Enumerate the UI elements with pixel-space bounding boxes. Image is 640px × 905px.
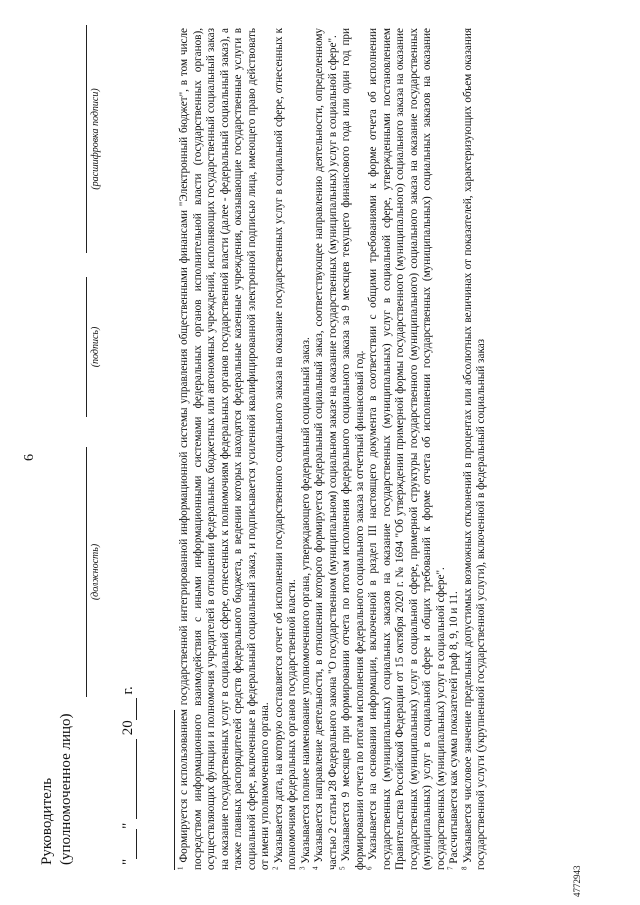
footnote-text: Указывается дата, на которую составляется отчет об исполнении государственного социального заказа на оказание государственных услуг в социальной сфере, отнесенных к полномочиям федеральных органов государственной власти. — [272, 27, 298, 870]
footnote-mark: 2 — [270, 866, 279, 870]
date-year-suffix: г. — [120, 686, 136, 695]
footnotes — [178, 28, 489, 870]
footnote-text: Указывается на основании информации, включенной в раздел III настоящего документа в соответствии с общими требованиями к форме отчета об исполнении государственных (муниципальных) социальных заказов на оказание государственных (муниципальных) услуг в социальной сфере, утвержденными постановлением Правительства Российской Федерации от 15 октября 2020 г. № 1694 "Об утверждении примерной формы государственного (муниципального) социального заказа на оказание государственных (муниципальных) услуг в социальной сфере, примерной структуры государственного (муниципального) социального заказа на оказание государственных (муниципальных) услуг в социальной сфере и общих требований к форме отчета об исполнении государственных (муниципальных) социальных заказов на оказание государственных (муниципальных) услуг в социальной сфере". — [367, 27, 447, 870]
footnote-text: Указывается полное наименование уполномоченного органа, утверждающего федеральный социальный заказ. — [299, 337, 312, 864]
date-quote-close: " — [120, 822, 136, 829]
footnote-text: Указывается числовое значение предельных допустимых возможных отклонений в процентах или абсолютных величинах от показателей, характеризующих объем оказания государственной услуги (укрупненной государственной услуги), включенной в федеральный социальный заказ — [461, 28, 487, 870]
footnote-text: Указывается направление деятельности, в отношении которого формируется федеральный социальный заказ, соответствующее направлению деятельности, определенному частью 2 статьи 28 Федерального закона "О государственном (муниципальном) социальном заказе на оказание государственных (муниципальных) услуг в социальной сфере". — [313, 28, 339, 870]
footnote-mark: 4 — [311, 866, 320, 870]
footnote — [340, 28, 367, 870]
signature-caption: (подпись) — [90, 326, 101, 368]
footnote — [297, 28, 314, 870]
footnote-mark: 8 — [459, 866, 468, 870]
date-month-blank — [122, 739, 137, 819]
decoding-line — [72, 25, 87, 253]
date-day-blank — [122, 829, 137, 859]
footnote-separator — [174, 710, 175, 870]
position-line — [72, 447, 87, 697]
footnote-mark: 6 — [365, 866, 374, 870]
signer-title-line1: Руководитель — [39, 777, 55, 865]
footnote-mark: 3 — [297, 866, 306, 870]
footnote-mark: 5 — [338, 866, 347, 870]
footnote-text: Рассчитывается как сумма показателей граф 8, 9, 10 и 11. — [448, 591, 460, 864]
signature-date — [120, 686, 137, 865]
signature-lines-row — [38, 25, 101, 865]
signature-block — [38, 25, 101, 865]
document-code: 4772943 — [572, 865, 582, 897]
footnote-mark: 1 — [176, 866, 185, 870]
footnote — [448, 28, 462, 870]
footnote — [367, 28, 448, 870]
signer-title-line2: (уполномоченное лицо) — [58, 713, 74, 865]
footnote — [459, 28, 489, 870]
footnote — [178, 28, 273, 870]
position-caption: (должность) — [90, 543, 101, 601]
footnote-text: Указывается 9 месяцев при формировании отчета по итогам исполнения федерального социального заказа за 9 месяцев текущего финансового года или один год при формировании отчета по итогам исполнения федерального социального заказа за отчетный финансовый год. — [340, 27, 366, 870]
signature-line — [72, 277, 87, 417]
date-year-prefix: 20 — [120, 720, 136, 736]
footnote-mark: 7 — [446, 866, 455, 870]
footnote — [270, 27, 300, 870]
date-quote-open: " — [120, 858, 136, 865]
decoding-caption: (расшифровка подписи) — [90, 88, 101, 190]
date-year-blank — [122, 698, 137, 720]
footnote-text: Формируется с использованием государственной интегрированной информационной системы управления общественными финансами "Электронный бюджет", в том числе посредством информационного взаимодействия с иными информационными системами федеральных органов исполнительной власти (государственных органов), осуществляющих функции и полномочия учредителей в отношении федеральных бюджетных или автономных учреждений, исполняющих государственный социальный заказ на оказание государственных услуг в социальной сфере, отнесенных к полномочиям федеральных органов государственной власти (далее - федеральный социальный заказ), а также главных распорядителей средств федерального бюджета, в ведении которых находятся федеральные казенные учреждения, оказывающие государственные услуги в социальной сфере, включенные в федеральный социальный заказ, и подписывается усиленной квалифицированной электронной подписью лица, имеющего право действовать от имени уполномоченного органа. — [178, 28, 271, 870]
footnote — [313, 28, 340, 870]
page-number: 6 — [22, 454, 37, 461]
